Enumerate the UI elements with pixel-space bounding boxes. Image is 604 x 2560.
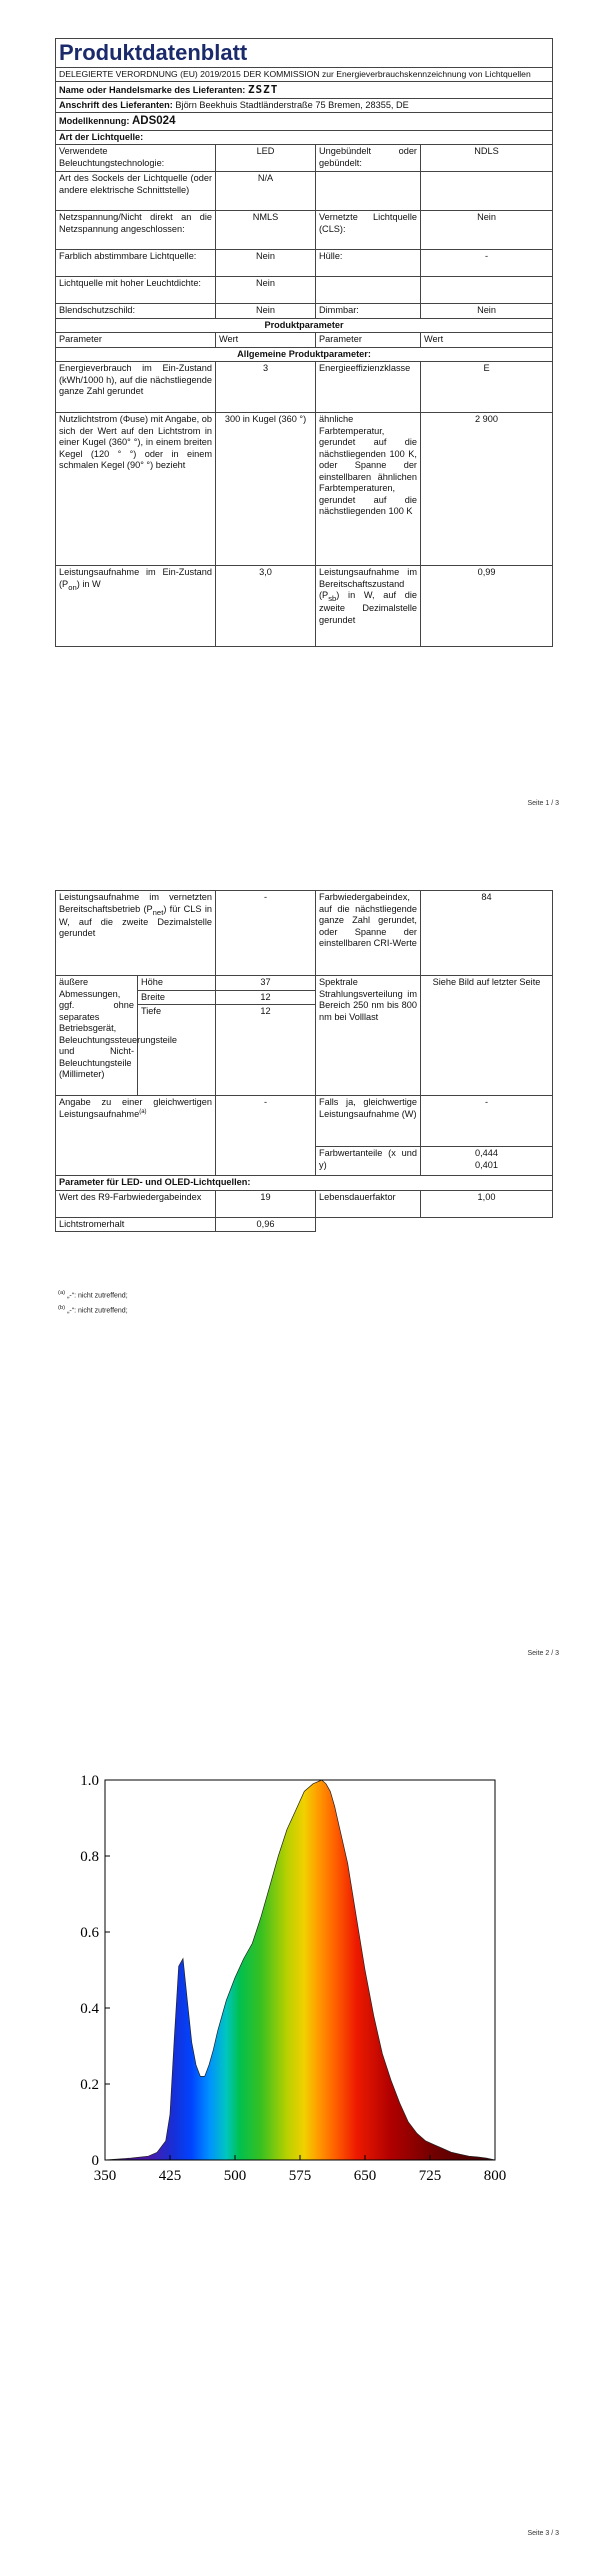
page-title: Produktdatenblatt — [56, 39, 553, 68]
x-tick-label: 425 — [158, 2168, 182, 2184]
supplier-row — [56, 81, 553, 98]
standby-power-sub: sb — [328, 593, 337, 603]
y-tick-label: 0 — [91, 2153, 99, 2169]
light-source-type-header: Art der Lichtquelle: — [56, 130, 553, 145]
mains-label: Netzspannung/Nicht direkt an die Netzspannung angeschlossen: — [56, 211, 216, 250]
chromaticity-value — [421, 1147, 553, 1176]
spectrum-chart-svg — [50, 1770, 520, 2200]
regulation-text: DELEGIERTE VERORDNUNG (EU) 2019/2015 DER KOMMISSION zur Energieverbrauchskennzeichnung von Lichtquellen — [56, 68, 553, 82]
col-parameter: Parameter — [56, 333, 216, 348]
networked-standby-sub: net — [152, 907, 164, 917]
connected-value: Nein — [421, 211, 553, 250]
footnote-a — [58, 1290, 128, 1301]
equivalent-power-text: Angabe zu einer gleichwertigen Leistungsaufnahme — [59, 1097, 212, 1119]
empty-cell — [421, 172, 553, 211]
height-label: Höhe — [138, 976, 216, 991]
page-number: Seite 3 / 3 — [527, 2530, 559, 2537]
x-tick-label: 800 — [483, 2168, 507, 2184]
equivalent-power-value: - — [216, 1096, 316, 1176]
y-axis — [80, 1773, 110, 2169]
address-value: Björn Beekhuis Stadtländerstraße 75 Bremen, 28355, DE — [175, 99, 409, 110]
footnote-b-text: „-“: nicht zutreffend; — [65, 1307, 128, 1315]
y-tick-label: 0.8 — [80, 1849, 99, 1865]
col-parameter: Parameter — [316, 333, 421, 348]
width-label: Breite — [138, 990, 216, 1005]
depth-value: 12 — [216, 1005, 316, 1096]
high-luminance-label: Lichtquelle mit hoher Leuchtdichte: — [56, 277, 216, 304]
lumen-maintenance-label: Lichtstromerhalt — [56, 1217, 216, 1232]
chromaticity-x: 0,444 — [475, 1148, 498, 1158]
footnote-b — [58, 1305, 128, 1316]
envelope-label: Hülle: — [316, 250, 421, 277]
tech-value: LED — [216, 145, 316, 172]
empty-cell — [421, 1217, 553, 1232]
envelope-value: - — [421, 250, 553, 277]
x-tick-label: 725 — [418, 2168, 442, 2184]
empty-cell — [316, 1217, 421, 1232]
chromaticity-label: Farbwertanteile (x und y) — [316, 1147, 421, 1176]
product-params-header: Produktparameter — [56, 318, 553, 333]
cri-value: 84 — [421, 891, 553, 976]
led-params-header: Parameter für LED- und OLED-Lichtquellen: — [56, 1176, 553, 1191]
luminous-flux-label: Nutzlichtstrom (Φuse) mit Angabe, ob sich der Wert auf den Lichtstrom in einer Kugel (360° °), in einem breiten Kegel (120 ° °) oder in einem schmalen Kegel (90° °) bezieht — [56, 413, 216, 566]
bundled-value: NDLS — [421, 145, 553, 172]
footnote-a-mark: (a) — [58, 1290, 66, 1296]
y-tick-label: 0.2 — [80, 2077, 99, 2093]
on-mode-power-value: 3,0 — [216, 566, 316, 647]
general-params-header: Allgemeine Produktparameter: — [56, 347, 553, 362]
y-tick-label: 0.4 — [80, 2001, 99, 2017]
supplier-value: ZSZT — [247, 82, 279, 96]
on-mode-power-label — [56, 566, 216, 647]
spectral-distribution-label: Spektrale Strahlungsverteilung im Bereich 250 nm bis 800 nm bei Volllast — [316, 976, 421, 1096]
dimmable-value: Nein — [421, 304, 553, 319]
datasheet-table-page-2 — [55, 890, 553, 1232]
empty-cell — [421, 277, 553, 304]
survival-factor-label: Lebensdauerfaktor — [316, 1190, 421, 1217]
bundled-label: Ungebündelt oder gebündelt: — [316, 145, 421, 172]
equivalent-power-w-value: - — [421, 1096, 553, 1147]
standby-power-text: Leistungsaufnahme im Bereitschaftszustand (P — [319, 567, 417, 601]
on-mode-power-sub: on — [68, 582, 77, 592]
luminous-flux-value: 300 in Kugel (360 °) — [216, 413, 316, 566]
r9-label: Wert des R9-Farbwiedergabeindex — [56, 1190, 216, 1217]
datasheet-page-2 — [0, 830, 604, 1690]
socket-label: Art des Sockels der Lichtquelle (oder andere elektrische Schnittstelle) — [56, 172, 216, 211]
col-value: Wert — [421, 333, 553, 348]
datasheet-page-1 — [0, 0, 604, 830]
dimensions-label: äußere Abmessungen, ggf. ohne separates Betriebsgerät, Beleuchtungssteuerungsteile und Nicht-Beleuchtungsteile (Millimeter) — [56, 976, 138, 1096]
standby-power-value: 0,99 — [421, 566, 553, 647]
empty-cell — [316, 277, 421, 304]
col-value: Wert — [216, 333, 316, 348]
tunable-value: Nein — [216, 250, 316, 277]
energy-consumption-label: Energieverbrauch im Ein-Zustand (kWh/1000 h), auf die nächstliegende ganze Zahl gerundet — [56, 362, 216, 413]
cri-label: Farbwiedergabeindex, auf die nächstliegende ganze Zahl gerundet, oder Spanne der einstellbaren CRI-Werte — [316, 891, 421, 976]
spectrum-fill — [105, 1780, 495, 2160]
antiglare-label: Blendschutzschild: — [56, 304, 216, 319]
networked-standby-text: Leistungsaufnahme im vernetzten Bereitschaftsbetrieb (P — [59, 892, 212, 914]
standby-power-label — [316, 566, 421, 647]
footnote-a-text: „-“: nicht zutreffend; — [65, 1292, 128, 1300]
tunable-label: Farblich abstimmbare Lichtquelle: — [56, 250, 216, 277]
cct-value: 2 900 — [421, 413, 553, 566]
y-tick-label: 0.6 — [80, 1925, 99, 1941]
x-tick-label: 500 — [223, 2168, 247, 2184]
address-row — [56, 98, 553, 113]
chromaticity-y: 0,401 — [475, 1159, 498, 1170]
datasheet-page-3 — [0, 1690, 604, 2560]
address-label: Anschrift des Lieferanten: — [59, 99, 173, 110]
lumen-maintenance-value: 0,96 — [216, 1217, 316, 1232]
height-value: 37 — [216, 976, 316, 991]
empty-cell — [316, 172, 421, 211]
standby-power-text-end: ) in W, auf die zweite Dezimalstelle gerundet — [319, 590, 417, 625]
x-tick-label: 575 — [288, 2168, 312, 2184]
supplier-label: Name oder Handelsmarke des Lieferanten: — [59, 84, 246, 95]
page-number: Seite 1 / 3 — [527, 800, 559, 807]
equivalent-power-label — [56, 1096, 216, 1176]
connected-label: Vernetzte Lichtquelle (CLS): — [316, 211, 421, 250]
energy-consumption-value: 3 — [216, 362, 316, 413]
r9-value: 19 — [216, 1190, 316, 1217]
mains-value: NMLS — [216, 211, 316, 250]
model-label: Modellkennung: — [59, 116, 130, 127]
networked-standby-text-end: ) für CLS in W, auf die zweite Dezimalstelle gerundet — [59, 903, 212, 939]
model-row — [56, 113, 553, 130]
equivalent-power-sup: (a) — [139, 1108, 147, 1115]
datasheet-table-page-1 — [55, 38, 553, 647]
spectral-distribution-value: Siehe Bild auf letzter Seite — [421, 976, 553, 1096]
socket-value: N/A — [216, 172, 316, 211]
tech-label: Verwendete Beleuchtungstechnologie: — [56, 145, 216, 172]
x-tick-label: 350 — [93, 2168, 117, 2184]
networked-standby-label — [56, 891, 216, 976]
footnote-b-mark: (b) — [58, 1305, 66, 1311]
y-tick-label: 1.0 — [80, 1773, 99, 1789]
model-value: ADS024 — [132, 115, 176, 128]
on-mode-power-text-end: ) in W — [76, 578, 101, 589]
width-value: 12 — [216, 990, 316, 1005]
on-mode-power-text: Leistungsaufnahme im Ein-Zustand (P — [59, 567, 212, 589]
depth-label: Tiefe — [138, 1005, 216, 1096]
energy-class-label: Energieeffizienzklasse — [316, 362, 421, 413]
x-tick-label: 650 — [353, 2168, 377, 2184]
energy-class-value: E — [421, 362, 553, 413]
high-luminance-value: Nein — [216, 277, 316, 304]
equivalent-power-w-label: Falls ja, gleichwertige Leistungsaufnahme (W) — [316, 1096, 421, 1147]
networked-standby-value: - — [216, 891, 316, 976]
antiglare-value: Nein — [216, 304, 316, 319]
survival-factor-value: 1,00 — [421, 1190, 553, 1217]
spectrum-chart — [50, 1770, 520, 2204]
page-number: Seite 2 / 3 — [527, 1650, 559, 1657]
cct-label: ähnliche Farbtemperatur, gerundet auf die nächstliegenden 100 K, oder Spanne der einstellbaren ähnlichen Farbtemperaturen, gerundet auf die nächstliegenden 100 K — [316, 413, 421, 566]
dimmable-label: Dimmbar: — [316, 304, 421, 319]
